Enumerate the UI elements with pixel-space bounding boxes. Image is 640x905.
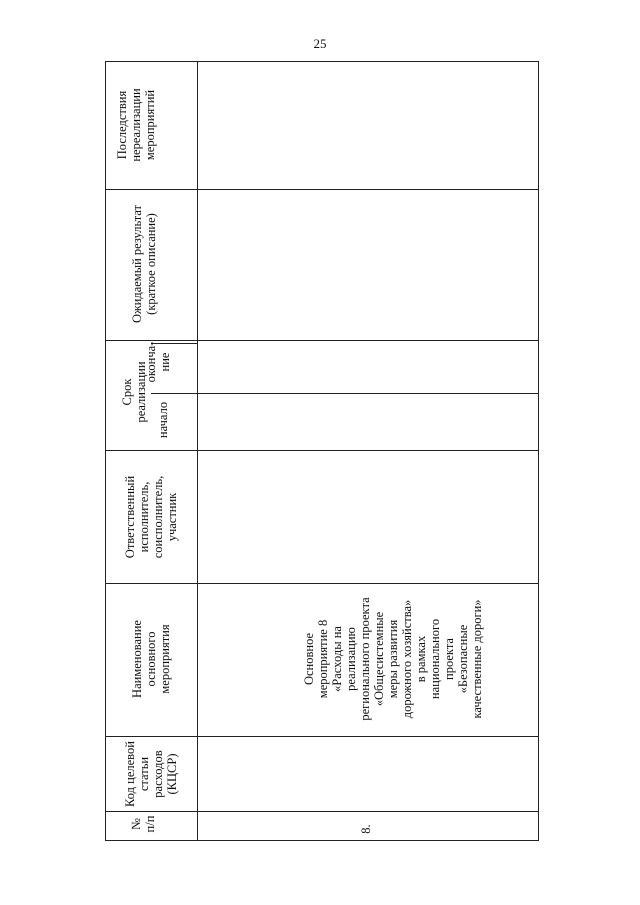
divider-term-responsible: [106, 450, 538, 451]
divider-consequences-result: [106, 189, 538, 190]
page-number: 25: [313, 36, 327, 51]
header-responsible: Ответственный исполнитель, соисполнитель, участник: [123, 475, 179, 559]
row-name: Основное мероприятие 8 «Расходы на реализацию регионального проекта «Общесистемные меры развития дорожного хозяйства» в рамках национального проекта «Безопасные качественные дороги»: [302, 597, 484, 721]
header-result: Ожидаемый результат (краткое описание): [130, 204, 158, 324]
events-table: [105, 61, 539, 841]
header-kcsr: Код целевой статьи расходов (КЦСР): [123, 741, 179, 807]
header-consequences: Последствия нереализации мероприятий: [115, 88, 157, 162]
header-name: Наименование основного мероприятия: [130, 620, 172, 698]
header-term: Срок реализации: [120, 361, 148, 423]
divider-term-end-start: [151, 393, 538, 394]
header-term-start: начало: [156, 401, 170, 439]
header-term-end: оконча- ние: [144, 341, 172, 383]
header-no: № п/п: [129, 815, 157, 833]
header-divider: [197, 62, 198, 840]
row-no: 8.: [359, 824, 373, 834]
